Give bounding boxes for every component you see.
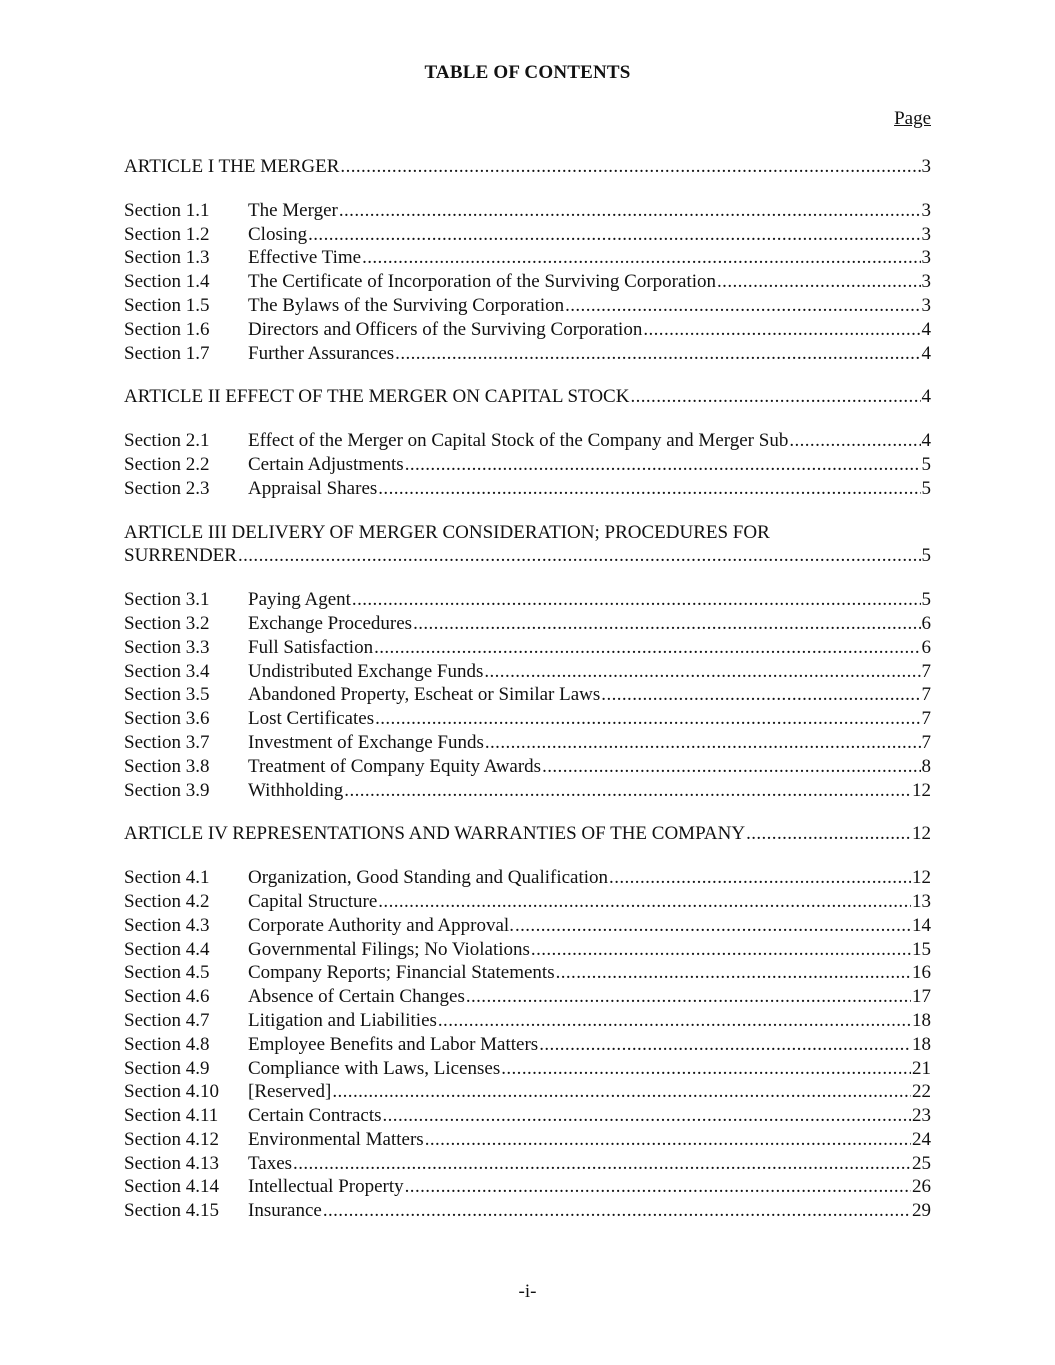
dot-leader: [601, 683, 920, 707]
toc-section-row[interactable]: [124, 1128, 931, 1152]
toc-section-row[interactable]: [124, 755, 931, 779]
toc-section-title: Company Reports; Financial Statements: [248, 962, 555, 984]
toc-page-number: 24: [912, 1128, 931, 1150]
dot-leader: [374, 636, 920, 660]
toc-page-number: 21: [912, 1057, 931, 1079]
toc-section-title: Effect of the Merger on Capital Stock of the Company and Merger Sub: [248, 430, 789, 452]
toc-section-title: The Bylaws of the Surviving Corporation: [248, 294, 565, 316]
toc-section-title: Paying Agent: [248, 589, 351, 611]
toc-section-number: Section 3.6: [124, 708, 210, 730]
toc-section-number: Section 1.4: [124, 271, 210, 293]
toc-section-number: Section 4.1: [124, 867, 210, 889]
toc-page-number: 7: [921, 731, 931, 753]
toc-section-title: Certain Adjustments: [248, 453, 404, 475]
dot-leader: [405, 1175, 911, 1199]
dot-leader: [339, 199, 921, 223]
toc-section-row[interactable]: [124, 1033, 931, 1057]
toc-section-title: Governmental Filings; No Violations: [248, 938, 530, 960]
toc-section-title: Capital Structure: [248, 890, 378, 912]
toc-article-row[interactable]: [124, 385, 931, 409]
toc-page-number: 22: [912, 1081, 931, 1103]
page-title: TABLE OF CONTENTS: [424, 62, 631, 83]
toc-section-title: Employee Benefits and Labor Matters: [248, 1033, 539, 1055]
toc-page-number: 13: [912, 890, 931, 912]
toc-section-row[interactable]: [124, 707, 931, 731]
toc-page-number: 23: [912, 1105, 931, 1127]
toc-page-number: 5: [921, 477, 931, 499]
dot-leader: [717, 270, 920, 294]
toc-section-number: Section 4.8: [124, 1033, 210, 1055]
toc-section-row[interactable]: [124, 914, 931, 938]
toc-page-number: 12: [912, 867, 931, 889]
dot-leader: [501, 1057, 911, 1081]
toc-section-row[interactable]: [124, 1104, 931, 1128]
dot-leader: [378, 477, 920, 501]
toc-section-number: Section 1.1: [124, 199, 210, 221]
dot-leader: [556, 961, 911, 985]
dot-leader: [565, 294, 920, 318]
toc-section-row[interactable]: [124, 938, 931, 962]
dot-leader: [630, 385, 920, 409]
toc-section-title: Investment of Exchange Funds: [248, 731, 484, 753]
dot-leader: [332, 1080, 911, 1104]
dot-leader: [308, 223, 920, 247]
dot-leader: [395, 342, 920, 366]
toc-section-title: Intellectual Property: [248, 1176, 404, 1198]
toc-section-title: [Reserved]: [248, 1081, 332, 1103]
dot-leader: [323, 1199, 911, 1223]
toc-section-title: Litigation and Liabilities: [248, 1009, 437, 1031]
toc-section-title: Insurance: [248, 1200, 322, 1222]
toc-section-row[interactable]: [124, 294, 931, 318]
toc-section-row[interactable]: [124, 429, 931, 453]
toc-section-title: Lost Certificates: [248, 708, 375, 730]
toc-list: [124, 155, 931, 1223]
toc-section-title: The Certificate of Incorporation of the Surviving Corporation: [248, 271, 717, 293]
toc-page-number: 4: [921, 430, 931, 452]
toc-section-row[interactable]: [124, 477, 931, 501]
toc-section-title: Compliance with Laws, Licenses: [248, 1057, 501, 1079]
toc-article-title: ARTICLE I THE MERGER: [124, 156, 340, 177]
toc-page-number: 4: [921, 318, 931, 340]
toc-section-title: Appraisal Shares: [248, 477, 378, 499]
dot-leader: [643, 318, 920, 342]
dot-leader: [531, 938, 911, 962]
toc-section-title: Certain Contracts: [248, 1105, 382, 1127]
toc-article-row[interactable]: [124, 155, 931, 179]
toc-page-number: 12: [912, 779, 931, 801]
toc-page-number: 4: [921, 386, 931, 408]
toc-section-number: Section 4.2: [124, 890, 210, 912]
toc-section-number: Section 4.9: [124, 1057, 210, 1079]
toc-section-number: Section 3.2: [124, 612, 210, 634]
toc-section-row[interactable]: [124, 612, 931, 636]
toc-section-row[interactable]: [124, 890, 931, 914]
toc-page-number: 5: [921, 589, 931, 611]
toc-page-number: 14: [912, 914, 931, 936]
dot-leader: [344, 779, 911, 803]
dot-leader: [425, 1128, 911, 1152]
toc-page-number: 12: [912, 823, 931, 845]
toc-section-number: Section 4.7: [124, 1009, 210, 1031]
toc-page-number: 6: [921, 612, 931, 634]
toc-page-number: 3: [921, 247, 931, 269]
toc-section-number: Section 3.4: [124, 660, 210, 682]
toc-section-row[interactable]: [124, 1175, 931, 1199]
toc-section-number: Section 4.15: [124, 1200, 219, 1222]
dot-leader: [405, 453, 921, 477]
toc-section-row[interactable]: [124, 588, 931, 612]
toc-section-title: Environmental Matters: [248, 1128, 424, 1150]
toc-page-number: 25: [912, 1152, 931, 1174]
toc-section-title: Abandoned Property, Escheat or Similar Laws: [248, 684, 601, 706]
toc-page-number: 3: [921, 199, 931, 221]
dot-leader: [789, 429, 920, 453]
toc-section-title: Closing: [248, 223, 308, 245]
dot-leader: [746, 822, 911, 846]
toc-page-number: 7: [921, 684, 931, 706]
toc-section-row[interactable]: [124, 866, 931, 890]
page-number-footer: -i-: [518, 1281, 537, 1302]
toc-page-number: 16: [912, 962, 931, 984]
toc-page-number: 7: [921, 708, 931, 730]
toc-page-number: 5: [921, 545, 931, 567]
toc-article-row[interactable]: [124, 544, 931, 568]
toc-section-number: Section 4.4: [124, 938, 210, 960]
toc-section-row[interactable]: [124, 199, 931, 223]
toc-section-row[interactable]: [124, 636, 931, 660]
toc-section-number: Section 3.9: [124, 779, 210, 801]
toc-page-number: 3: [921, 223, 931, 245]
toc-page-number: 3: [921, 294, 931, 316]
toc-section-row[interactable]: [124, 683, 931, 707]
toc-section-number: Section 2.1: [124, 430, 210, 452]
toc-section-row[interactable]: [124, 731, 931, 755]
toc-article-title: ARTICLE IV REPRESENTATIONS AND WARRANTIES OF THE COMPANY: [124, 823, 746, 845]
toc-section-title: Corporate Authority and Approval.: [248, 914, 514, 936]
dot-leader: [383, 1104, 912, 1128]
toc-section-title: Further Assurances: [248, 342, 395, 364]
toc-section-row[interactable]: [124, 270, 931, 294]
toc-section-number: Section 4.12: [124, 1128, 219, 1150]
toc-section-number: Section 4.13: [124, 1152, 219, 1174]
toc-page-number: 17: [912, 986, 931, 1008]
dot-leader: [340, 155, 920, 179]
toc-section-title: Organization, Good Standing and Qualification: [248, 867, 609, 889]
toc-page-number: 4: [921, 342, 931, 364]
toc-section-title: Absence of Certain Changes: [248, 986, 465, 1008]
toc-section-row[interactable]: [124, 342, 931, 366]
dot-leader: [362, 246, 920, 270]
toc-section-number: Section 4.6: [124, 986, 210, 1008]
toc-section-title: Full Satisfaction: [248, 636, 374, 658]
toc-page-number: 18: [912, 1033, 931, 1055]
toc-section-row[interactable]: [124, 1009, 931, 1033]
dot-leader: [484, 660, 920, 684]
toc-section-title: Treatment of Company Equity Awards: [248, 755, 542, 777]
toc-section-number: Section 3.7: [124, 731, 210, 753]
toc-article-title: ARTICLE II EFFECT OF THE MERGER ON CAPITAL STOCK: [124, 386, 630, 408]
toc-article-heading-line: ARTICLE III DELIVERY OF MERGER CONSIDERATION; PROCEDURES FOR: [124, 521, 770, 543]
toc-section-row[interactable]: [124, 1057, 931, 1081]
dot-leader: [542, 755, 920, 779]
toc-page-number: 18: [912, 1009, 931, 1031]
toc-article-row[interactable]: [124, 822, 931, 846]
dot-leader: [438, 1009, 911, 1033]
toc-page-number: 8: [921, 755, 931, 777]
toc-section-number: Section 4.3: [124, 914, 210, 936]
toc-article-title: SURRENDER: [124, 545, 237, 567]
dot-leader: [485, 731, 921, 755]
toc-section-row[interactable]: [124, 961, 931, 985]
toc-section-row[interactable]: [124, 660, 931, 684]
toc-section-title: Withholding: [248, 779, 344, 801]
toc-section-row[interactable]: [124, 1080, 931, 1104]
toc-section-number: Section 3.1: [124, 589, 210, 611]
toc-section-number: Section 1.7: [124, 342, 210, 364]
toc-section-title: Taxes: [248, 1152, 293, 1174]
toc-page-number: 7: [921, 660, 931, 682]
toc-section-row[interactable]: [124, 985, 931, 1009]
toc-section-number: Section 4.11: [124, 1105, 219, 1127]
dot-leader: [413, 612, 920, 636]
toc-section-title: Exchange Procedures: [248, 612, 413, 634]
toc-page-number: 3: [921, 271, 931, 293]
toc-section-number: Section 1.2: [124, 223, 210, 245]
toc-section-number: Section 4.14: [124, 1176, 219, 1198]
toc-section-title: Undistributed Exchange Funds: [248, 660, 484, 682]
toc-section-row[interactable]: [124, 1199, 931, 1223]
toc-section-row[interactable]: [124, 1152, 931, 1176]
toc-section-number: Section 4.10: [124, 1081, 219, 1103]
toc-section-row[interactable]: [124, 318, 931, 342]
toc-page-number: 3: [921, 156, 931, 177]
toc-section-number: Section 3.5: [124, 684, 210, 706]
toc-section-number: Section 1.5: [124, 294, 210, 316]
toc-section-number: Section 2.2: [124, 453, 210, 475]
dot-leader: [609, 866, 911, 890]
toc-section-row[interactable]: [124, 246, 931, 270]
toc-section-title: Directors and Officers of the Surviving Corporation: [248, 318, 643, 340]
dot-leader: [375, 707, 920, 731]
toc-section-number: Section 3.3: [124, 636, 210, 658]
page-column-label: Page: [894, 108, 931, 129]
toc-section-row[interactable]: [124, 779, 931, 803]
dot-leader: [378, 890, 911, 914]
toc-section-number: Section 3.8: [124, 755, 210, 777]
toc-section-title: Effective Time: [248, 247, 362, 269]
toc-section-title: The Merger: [248, 199, 338, 221]
toc-page-number: 26: [912, 1176, 931, 1198]
toc-section-number: Section 4.5: [124, 962, 210, 984]
toc-page-number: 6: [921, 636, 931, 658]
dot-leader: [238, 544, 921, 568]
toc-section-row[interactable]: [124, 453, 931, 477]
dot-leader: [515, 914, 911, 938]
dot-leader: [352, 588, 921, 612]
toc-section-number: Section 1.6: [124, 318, 210, 340]
toc-section-number: Section 2.3: [124, 477, 210, 499]
toc-page-number: 5: [921, 453, 931, 475]
toc-page-number: 29: [912, 1200, 931, 1222]
toc-page-number: 15: [912, 938, 931, 960]
dot-leader: [466, 985, 911, 1009]
dot-leader: [539, 1033, 911, 1057]
dot-leader: [293, 1152, 911, 1176]
toc-section-number: Section 1.3: [124, 247, 210, 269]
toc-section-row[interactable]: [124, 223, 931, 247]
